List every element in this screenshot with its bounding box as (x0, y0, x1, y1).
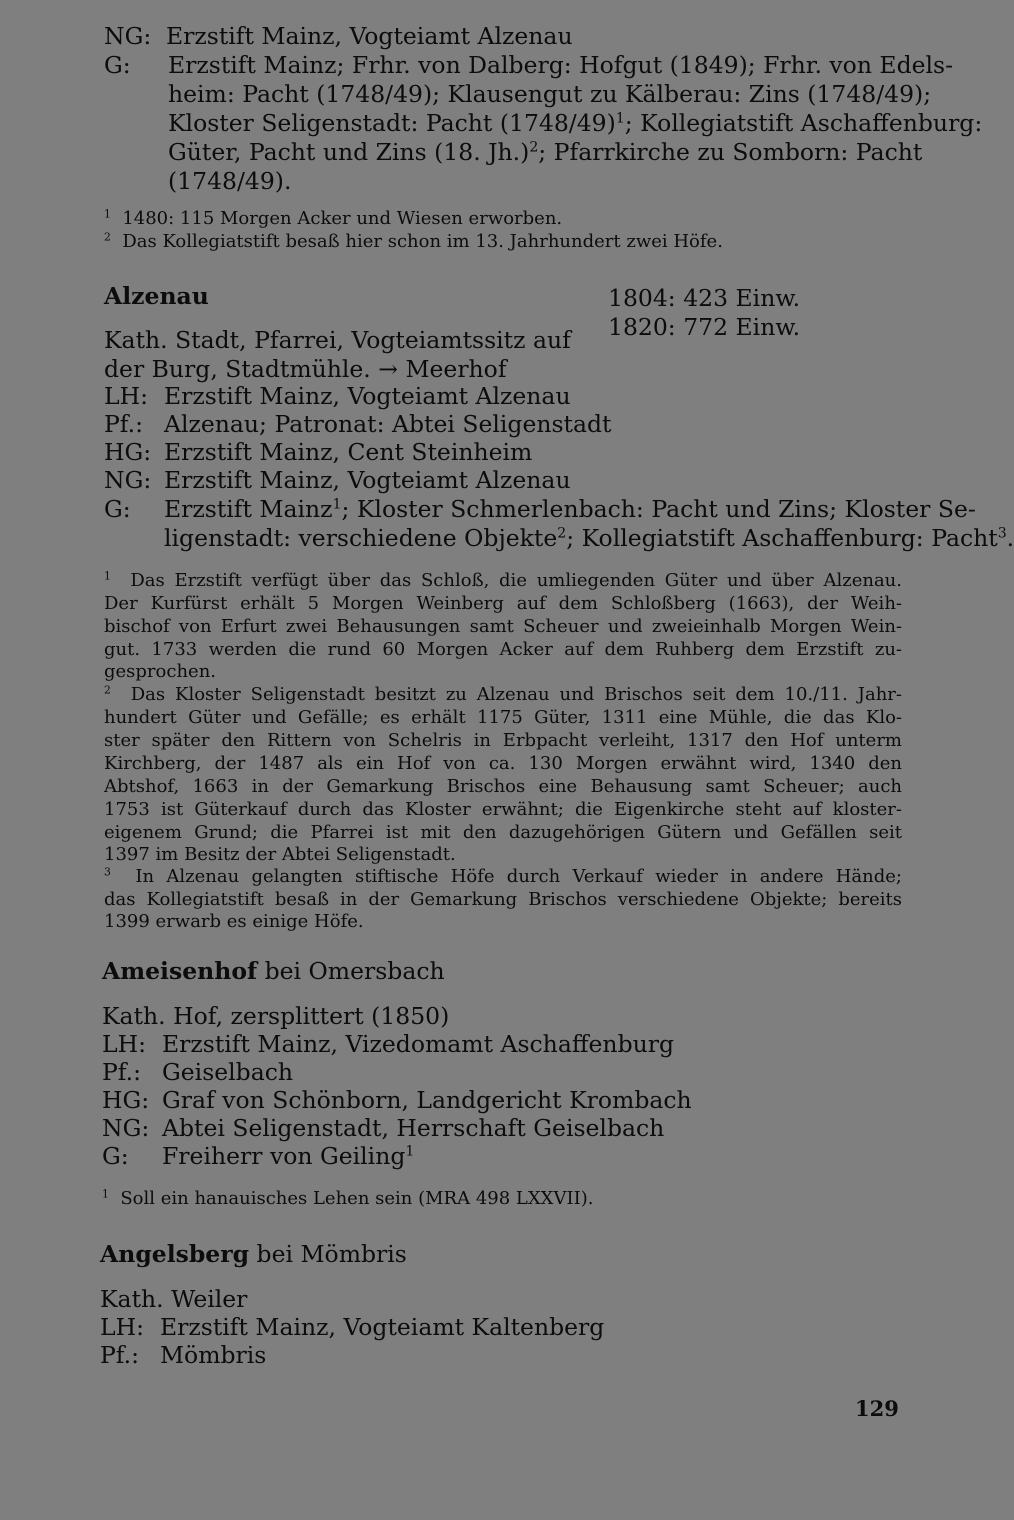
page-number: 129 (855, 1396, 899, 1421)
footnote: $^2$ Das Kloster Seligenstadt besitzt zu Alzenau und Brischos seit dem 10./11. Jahr- (104, 683, 902, 705)
footnote-line: bischof von Erfurt zwei Behausungen samt Scheuer und zweieinhalb Morgen Wein- (104, 616, 902, 637)
entry-description: Kath. Stadt, Pfarrei, Vogteiamtssitz auf (104, 326, 571, 354)
footnote-line: 1397 im Besitz der Abtei Seligenstadt. (104, 844, 456, 865)
top-g-line: heim: Pacht (1748/49); Klausengut zu Kälberau: Zins (1748/49); (168, 80, 932, 108)
lh-row: LH: Erzstift Mainz, Vogteiamt Kaltenberg (100, 1313, 605, 1341)
footnote-line: 1399 erwarb es einige Höfe. (104, 911, 364, 932)
footnote: $^2$ Das Kollegiatstift besaß hier schon im 13. Jahrhundert zwei Höfe. (104, 230, 723, 252)
top-g-line: (1748/49). (168, 167, 292, 195)
footnote-line: das Kollegiatstift besaß in der Gemarkung Brischos verschiedene Objekte; bereits (104, 889, 902, 910)
entry-title-ameisenhof: Ameisenhof bei Omersbach (102, 957, 445, 985)
ng-value: Erzstift Mainz, Vogteiamt Alzenau (166, 22, 573, 50)
g-line: Erzstift Mainz$^1$; Kloster Schmerlenbach: Pacht und Zins; Kloster Se- (164, 495, 976, 523)
lh-row: LH: Erzstift Mainz, Vogteiamt Alzenau (104, 382, 571, 410)
ng-row: NG: Erzstift Mainz, Vogteiamt Alzenau (104, 466, 571, 494)
entry-description: Kath. Hof, zersplittert (1850) (102, 1002, 450, 1030)
entry-title-angelsberg: Angelsberg bei Mömbris (100, 1240, 407, 1268)
footnote-line: gut. 1733 werden die rund 60 Morgen Acker auf dem Ruhberg dem Erzstift zu- (104, 639, 902, 660)
entry-title-alzenau: Alzenau (104, 282, 209, 310)
top-g-line: Erzstift Mainz; Frhr. von Dalberg: Hofgut (1849); Frhr. von Edels- (168, 51, 954, 79)
top-g-label: G: (104, 51, 131, 79)
lh-row: LH: Erzstift Mainz, Vizedomamt Aschaffenburg (102, 1030, 675, 1058)
population-1804: 1804: 423 Einw. (608, 284, 801, 312)
footnote-ref: 1 (615, 110, 625, 127)
footnote-line: Abtshof, 1663 in der Gemarkung Brischos eine Behausung samt Scheuer; auch (104, 776, 902, 797)
footnote: $^3$ In Alzenau gelangten stiftische Höfe durch Verkauf wieder in andere Hände; (104, 865, 902, 887)
hg-row: HG: Graf von Schönborn, Landgericht Krombach (102, 1086, 692, 1114)
pf-row: Pf.: Mömbris (100, 1341, 267, 1369)
footnote-line: Der Kurfürst erhält 5 Morgen Weinberg auf dem Schloßberg (1663), der Weih- (104, 593, 902, 614)
top-ng-row (104, 22, 910, 51)
footnote-line: gesprochen. (104, 661, 217, 682)
footnote-ref: 2 (529, 139, 539, 156)
footnote-line: hundert Güter und Gefälle; es erhält 1175 Güter, 1311 eine Mühle, die das Klo- (104, 707, 902, 728)
entry-description: Kath. Weiler (100, 1285, 248, 1313)
footnote-line: ster später den Rittern von Schelris in Erbpacht verleiht, 1317 den Hof unterm (104, 730, 902, 751)
pf-row: Pf.: Geiselbach (102, 1058, 294, 1086)
top-g-line: Güter, Pacht und Zins (18. Jh.)$^2$; Pfarrkirche zu Somborn: Pacht (168, 138, 923, 166)
top-g-line: Kloster Seligenstadt: Pacht $(1748/49)^1$; Kollegiatstift Aschaffenburg: (168, 109, 983, 137)
pf-row: Pf.: Alzenau; Patronat: Abtei Seligenstadt (104, 410, 612, 438)
footnote-line: 1753 ist Güterkauf durch das Kloster erwähnt; die Eigenkirche steht auf kloster- (104, 799, 902, 820)
footnote: $^1$ Das Erzstift verfügt über das Schloß, die umliegenden Güter und über Alzenau. (104, 569, 903, 591)
ng-label: NG: (104, 22, 152, 50)
footnote: $^1$ Soll ein hanauisches Lehen sein (MRA 498 LXXVII). (102, 1187, 594, 1209)
g-label: G: (104, 495, 131, 523)
g-row: G: Freiherr von Geiling$^1$ (102, 1142, 415, 1170)
footnote-line: Kirchberg, der 1487 als ein Hof von ca. 130 Morgen erwähnt wird, 1340 den (104, 753, 902, 774)
population-1820: 1820: 772 Einw. (608, 313, 801, 341)
entry-description: der Burg, Stadtmühle. → Meerhof (104, 355, 507, 383)
ng-row: NG: Abtei Seligenstadt, Herrschaft Geiselbach (102, 1114, 665, 1142)
g-line: ligenstadt: verschiedene Objekte$^2$; Kollegiatstift Aschaffenburg: Pacht$^3$. (164, 524, 1014, 552)
footnote: $^1$ 1480: 115 Morgen Acker und Wiesen erworben. (104, 207, 563, 229)
footnote-line: eigenem Grund; die Pfarrei ist mit den dazugehörigen Gütern und Gefällen seit (104, 822, 902, 843)
arrow-icon: → (378, 355, 398, 383)
hg-row: HG: Erzstift Mainz, Cent Steinheim (104, 438, 533, 466)
